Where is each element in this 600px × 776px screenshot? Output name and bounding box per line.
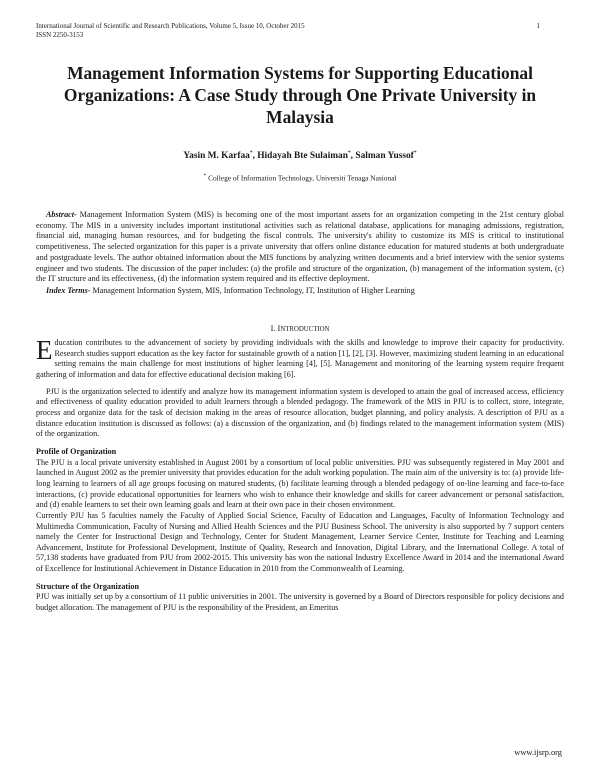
section-numeral: I.	[270, 324, 276, 333]
issn: ISSN 2250-3153	[36, 31, 84, 39]
index-terms-text: - Management Information System, MIS, Information Technology, IT, Institution of Higher Learning	[87, 286, 415, 295]
affiliation-text: College of Information Technology, Universiti Tenaga Nasional	[208, 173, 397, 183]
abstract	[36, 210, 564, 285]
affiliation-marker: *	[203, 173, 207, 179]
section-heading	[36, 324, 564, 333]
subsection-heading-profile: Profile of Organization	[36, 446, 117, 456]
journal-header	[36, 22, 305, 40]
subsection-heading-structure: Structure of the Organization	[36, 581, 139, 591]
author-name: Salman Yussof	[355, 151, 414, 162]
body-text	[36, 335, 564, 614]
footer-url: www.ijsrp.org	[514, 748, 562, 757]
intro-paragraph-2: PJU is the organization selected to identify and analyze how its management information system is developed to attain the goal of increased access, efficiency and effectiveness of quality education provided to adult learners through a blended pedagogy. The framework of the MIS in PJU is to collect, store, integrate, process and organize data for the task of decision making in the areas of resource allocation, budget planning, and policy analysis. A description of PJU as a distance education institution is discussed as follows: (a) a discussion of the organization, and (b) findings related to the management information system (MIS) of the organization.	[36, 386, 564, 439]
index-terms	[36, 286, 564, 297]
abstract-text: Management Information System (MIS) is becoming one of the most important assets for an organization competing in the 21st century global economy. The MIS in a university includes important institutional activities such as relational database, applications for managing admissions, registration, financial aid, managing human resources, and for budgeting the fiscal controls. The university's ability to customize its MIS is critical to institutional competitiveness. The selected organization for this paper is a private university that offers online distance education for matured students at both undergraduate and postgraduate levels. The author obtained information about the MIS functions by analyzing written documents and a brief interview with the senior systems engineer and two students. The discussion of the paper includes: (a) the profile and structure of the organization, (b) management of the information system, (c) the IT structure and its effectiveness, (d) the information system required and its effective deployment.	[36, 210, 564, 284]
author-name: Yasin M. Karfaa	[183, 151, 250, 162]
paper-title: Management Information Systems for Supporting Educational Organizations: A Case Study through One Private University in Malaysia	[63, 63, 537, 127]
page-number: 1	[536, 22, 540, 30]
section-title-rest: NTRODUCTION	[280, 326, 330, 333]
author-marker: *	[347, 150, 351, 156]
drop-cap: E	[36, 335, 53, 365]
author-marker: *	[413, 150, 417, 156]
structure-paragraph-1: PJU was initially set up by a consortium of 11 public universities in 2001. The university is governed by a Board of Directors responsible for policy decisions and budget allocation. The management of PJU is the responsibility of the President, an Emeritus	[36, 592, 564, 613]
author-name: Hidayah Bte Sulaiman	[257, 151, 348, 162]
section-initial: I	[277, 324, 281, 333]
index-terms-label: Index Terms	[46, 286, 88, 295]
author-marker: *	[249, 150, 253, 156]
profile-paragraph-2: Currently PJU has 5 faculties namely the Faculty of Applied Social Science, Faculty of Education and Languages, Faculty of Information Technology and Multimedia Communication, Faculty of Nursing and Allied Health Sciences and the PJU Business School. The university is also supported by 7 support centers namely the Center for Instructional Design and Technology, Center for Student Management, Learner Service Center, Institute for Teaching and Learning Advancement, Institute for Professional Development, Institute of Quality, Research and Innovation, Digital Library, and the International College. A total of 57,138 students have graduated from PJU from 2002-2015. This university has won the national Industry Excellence Award in 2014 and the international Award of Excellence for Institutional Achievement in Distance Education in 2010 from the Commonwealth of Learning.	[36, 510, 564, 574]
author-list: Yasin M. Karfaa*, Hidayah Bte Sulaiman*, Salman Yussof*	[183, 150, 417, 162]
journal-line: International Journal of Scientific and Research Publications, Volume 5, Issue 10, October 2015	[36, 22, 305, 30]
affiliation	[36, 173, 564, 182]
intro-paragraph-text: ducation contributes to the advancement of society by providing individuals with the skills and knowledge to improve their capacity for productivity. Research studies support education as the key factor for sustainable growth of a nation [1], [2], [3]. However, maximizing student learning in an educational setting remains the main challenge for most institutions of higher learning [4], [5]. Management and monitoring of the learning system require frequent gathering of information and data for effective educational decision making [6].	[36, 338, 564, 379]
profile-paragraph-1: The PJU is a local private university established in August 2001 by a consortium of local public universities. PJU was subsequently registered in May 2001 and launched in August 2002 as the premier university that provides education for the adult working population. The main aim of the university is to: (a) provide life-long learning to learners of all age groups focusing on matured students, (b) facilitate learning through a blended pedagogy of on-line learning and face-to-face interactions, (c) provide educational opportunities for learners who wish to enhance their knowledge and skills for career advancement or personal satisfaction, and (d) enable learners to set their own learning goals and learn at their own pace in their chosen environment.	[36, 457, 564, 510]
abstract-label: Abstract-	[46, 210, 77, 219]
intro-paragraph	[36, 335, 564, 381]
